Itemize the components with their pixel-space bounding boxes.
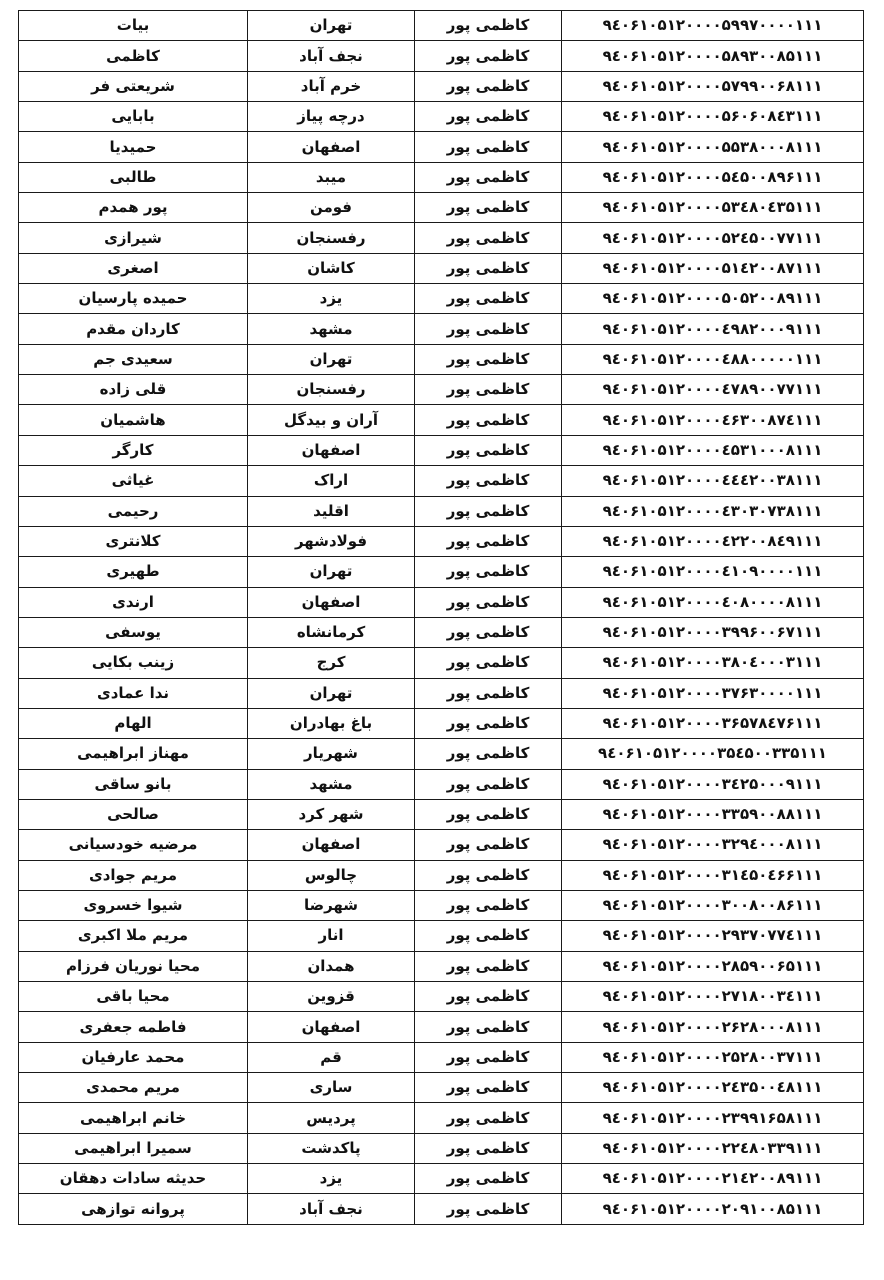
name-cell: حمیده پارسیان: [19, 284, 248, 314]
family-cell: کاظمی پور: [415, 496, 562, 526]
city-cell: شهرضا: [248, 890, 415, 920]
number-cell: ۹٤۰۶۱۰۵۱۲۰۰۰۰۳۸۰٤۰۰۰۳۱۱۱: [562, 648, 864, 678]
city-cell: پاکدشت: [248, 1133, 415, 1163]
name-cell: الهام: [19, 708, 248, 738]
city-cell: نجف آباد: [248, 1194, 415, 1224]
table-row: [19, 890, 864, 920]
table-row: [19, 648, 864, 678]
family-cell: کاظمی پور: [415, 739, 562, 769]
table-row: [19, 435, 864, 465]
number-cell: ۹٤۰۶۱۰۵۱۲۰۰۰۰۵۵۳۸۰۰۰۸۱۱۱: [562, 132, 864, 162]
family-cell: کاظمی پور: [415, 71, 562, 101]
number-cell: ۹٤۰۶۱۰۵۱۲۰۰۰۰٤٤٤۲۰۰۳۸۱۱۱: [562, 466, 864, 496]
number-cell: ۹٤۰۶۱۰۵۱۲۰۰۰۰٤۷۸۹۰۰۷۷۱۱۱: [562, 375, 864, 405]
name-cell: سعیدی جم: [19, 344, 248, 374]
number-cell: ۹٤۰۶۱۰۵۱۲۰۰۰۰٤۱۰۹۰۰۰۰۱۱۱: [562, 557, 864, 587]
family-cell: کاظمی پور: [415, 890, 562, 920]
number-cell: ۹٤۰۶۱۰۵۱۲۰۰۰۰۳۲۹٤۰۰۰۸۱۱۱: [562, 830, 864, 860]
roster-sheet: [18, 10, 864, 1225]
family-cell: کاظمی پور: [415, 132, 562, 162]
family-cell: کاظمی پور: [415, 223, 562, 253]
name-cell: طالبی: [19, 162, 248, 192]
name-cell: خانم ابراهیمی: [19, 1103, 248, 1133]
roster-table: [18, 10, 864, 1225]
number-cell: ۹٤۰۶۱۰۵۱۲۰۰۰۰۵۹۹۷۰۰۰۰۱۱۱: [562, 11, 864, 41]
city-cell: قزوین: [248, 982, 415, 1012]
number-cell: ۹٤۰۶۱۰۵۱۲۰۰۰۰۳۵٤۵۰۰۳۳۵۱۱۱: [562, 739, 864, 769]
family-cell: کاظمی پور: [415, 1194, 562, 1224]
city-cell: کرمانشاه: [248, 617, 415, 647]
number-cell: ۹٤۰۶۱۰۵۱۲۰۰۰۰۵۳٤۸۰٤۳۵۱۱۱: [562, 193, 864, 223]
name-cell: قلی زاده: [19, 375, 248, 405]
name-cell: کاظمی: [19, 41, 248, 71]
city-cell: اصفهان: [248, 830, 415, 860]
name-cell: زینب بکایی: [19, 648, 248, 678]
name-cell: پور همدم: [19, 193, 248, 223]
family-cell: کاظمی پور: [415, 314, 562, 344]
number-cell: ۹٤۰۶۱۰۵۱۲۰۰۰۰۲۲٤۸۰۳۳۹۱۱۱: [562, 1133, 864, 1163]
city-cell: اصفهان: [248, 435, 415, 465]
family-cell: کاظمی پور: [415, 769, 562, 799]
family-cell: کاظمی پور: [415, 405, 562, 435]
family-cell: کاظمی پور: [415, 557, 562, 587]
number-cell: ۹٤۰۶۱۰۵۱۲۰۰۰۰۵۱٤۲۰۰۸۷۱۱۱: [562, 253, 864, 283]
table-row: [19, 344, 864, 374]
table-row: [19, 41, 864, 71]
name-cell: مرضیه خودسیانی: [19, 830, 248, 860]
number-cell: ۹٤۰۶۱۰۵۱۲۰۰۰۰۲۹۳۷۰۷۷٤۱۱۱: [562, 921, 864, 951]
city-cell: قم: [248, 1042, 415, 1072]
family-cell: کاظمی پور: [415, 951, 562, 981]
name-cell: اصغری: [19, 253, 248, 283]
family-cell: کاظمی پور: [415, 41, 562, 71]
family-cell: کاظمی پور: [415, 11, 562, 41]
name-cell: رحیمی: [19, 496, 248, 526]
number-cell: ۹٤۰۶۱۰۵۱۲۰۰۰۰۳۹۹۶۰۰۶۷۱۱۱: [562, 617, 864, 647]
table-row: [19, 375, 864, 405]
family-cell: کاظمی پور: [415, 435, 562, 465]
table-row: [19, 1164, 864, 1194]
table-row: [19, 526, 864, 556]
table-row: [19, 860, 864, 890]
table-row: [19, 830, 864, 860]
city-cell: فولادشهر: [248, 526, 415, 556]
family-cell: کاظمی پور: [415, 344, 562, 374]
name-cell: طهیری: [19, 557, 248, 587]
city-cell: مشهد: [248, 314, 415, 344]
number-cell: ۹٤۰۶۱۰۵۱۲۰۰۰۰۵٤۵۰۰۸۹۶۱۱۱: [562, 162, 864, 192]
table-row: [19, 769, 864, 799]
name-cell: مریم جوادی: [19, 860, 248, 890]
city-cell: یزد: [248, 284, 415, 314]
family-cell: کاظمی پور: [415, 921, 562, 951]
family-cell: کاظمی پور: [415, 284, 562, 314]
number-cell: ۹٤۰۶۱۰۵۱۲۰۰۰۰٤۰۸۰۰۰۰۸۱۱۱: [562, 587, 864, 617]
number-cell: ۹٤۰۶۱۰۵۱۲۰۰۰۰۳۰۰۸۰۰۸۶۱۱۱: [562, 890, 864, 920]
family-cell: کاظمی پور: [415, 102, 562, 132]
name-cell: هاشمیان: [19, 405, 248, 435]
city-cell: درچه پیاز: [248, 102, 415, 132]
family-cell: کاظمی پور: [415, 799, 562, 829]
city-cell: رفسنجان: [248, 223, 415, 253]
city-cell: ساری: [248, 1073, 415, 1103]
city-cell: یزد: [248, 1164, 415, 1194]
roster-body: [19, 11, 864, 1225]
number-cell: ۹٤۰۶۱۰۵۱۲۰۰۰۰۳۳۵۹۰۰۸۸۱۱۱: [562, 799, 864, 829]
table-row: [19, 1042, 864, 1072]
city-cell: پردیس: [248, 1103, 415, 1133]
number-cell: ۹٤۰۶۱۰۵۱۲۰۰۰۰٤۶۳۰۰۸۷٤۱۱۱: [562, 405, 864, 435]
family-cell: کاظمی پور: [415, 1073, 562, 1103]
name-cell: یوسفی: [19, 617, 248, 647]
number-cell: ۹٤۰۶۱۰۵۱۲۰۰۰۰۵۶۰۶۰۸٤۳۱۱۱: [562, 102, 864, 132]
name-cell: پروانه توازهی: [19, 1194, 248, 1224]
table-row: [19, 466, 864, 496]
family-cell: کاظمی پور: [415, 193, 562, 223]
family-cell: کاظمی پور: [415, 587, 562, 617]
city-cell: فومن: [248, 193, 415, 223]
family-cell: کاظمی پور: [415, 162, 562, 192]
table-row: [19, 799, 864, 829]
table-row: [19, 1133, 864, 1163]
table-row: [19, 162, 864, 192]
name-cell: مریم ملا اکبری: [19, 921, 248, 951]
number-cell: ۹٤۰۶۱۰۵۱۲۰۰۰۰۲۰۹۱۰۰۸۵۱۱۱: [562, 1194, 864, 1224]
table-row: [19, 11, 864, 41]
name-cell: محیا باقی: [19, 982, 248, 1012]
table-row: [19, 284, 864, 314]
city-cell: اصفهان: [248, 587, 415, 617]
table-row: [19, 405, 864, 435]
table-row: [19, 1194, 864, 1224]
table-row: [19, 708, 864, 738]
table-row: [19, 71, 864, 101]
city-cell: تهران: [248, 678, 415, 708]
name-cell: مهناز ابراهیمی: [19, 739, 248, 769]
number-cell: ۹٤۰۶۱۰۵۱۲۰۰۰۰۳۶۵۷۸٤۷۶۱۱۱: [562, 708, 864, 738]
family-cell: کاظمی پور: [415, 1164, 562, 1194]
family-cell: کاظمی پور: [415, 708, 562, 738]
name-cell: سمیرا ابراهیمی: [19, 1133, 248, 1163]
table-row: [19, 1012, 864, 1042]
table-row: [19, 314, 864, 344]
name-cell: شیرازی: [19, 223, 248, 253]
number-cell: ۹٤۰۶۱۰۵۱۲۰۰۰۰۳۱٤۵۰٤۶۶۱۱۱: [562, 860, 864, 890]
number-cell: ۹٤۰۶۱۰۵۱۲۰۰۰۰٤۸۸۰۰۰۰۰۱۱۱: [562, 344, 864, 374]
city-cell: کرج: [248, 648, 415, 678]
name-cell: شیوا خسروی: [19, 890, 248, 920]
name-cell: صالحی: [19, 799, 248, 829]
number-cell: ۹٤۰۶۱۰۵۱۲۰۰۰۰۲۱٤۲۰۰۸۹۱۱۱: [562, 1164, 864, 1194]
city-cell: خرم آباد: [248, 71, 415, 101]
table-row: [19, 193, 864, 223]
table-row: [19, 739, 864, 769]
name-cell: شریعتی فر: [19, 71, 248, 101]
number-cell: ۹٤۰۶۱۰۵۱۲۰۰۰۰۲٤۳۵۰۰٤۸۱۱۱: [562, 1073, 864, 1103]
city-cell: اصفهان: [248, 1012, 415, 1042]
number-cell: ۹٤۰۶۱۰۵۱۲۰۰۰۰۵۸۹۳۰۰۸۵۱۱۱: [562, 41, 864, 71]
name-cell: غیاثی: [19, 466, 248, 496]
table-row: [19, 617, 864, 647]
city-cell: اصفهان: [248, 132, 415, 162]
family-cell: کاظمی پور: [415, 1012, 562, 1042]
family-cell: کاظمی پور: [415, 1103, 562, 1133]
table-row: [19, 223, 864, 253]
table-row: [19, 253, 864, 283]
table-row: [19, 557, 864, 587]
city-cell: باغ بهادران: [248, 708, 415, 738]
name-cell: ندا عمادی: [19, 678, 248, 708]
city-cell: اراک: [248, 466, 415, 496]
family-cell: کاظمی پور: [415, 526, 562, 556]
number-cell: ۹٤۰۶۱۰۵۱۲۰۰۰۰٤۲۲۰۰۸٤۹۱۱۱: [562, 526, 864, 556]
city-cell: آران و بیدگل: [248, 405, 415, 435]
city-cell: تهران: [248, 11, 415, 41]
family-cell: کاظمی پور: [415, 860, 562, 890]
city-cell: میبد: [248, 162, 415, 192]
table-row: [19, 982, 864, 1012]
family-cell: کاظمی پور: [415, 830, 562, 860]
city-cell: مشهد: [248, 769, 415, 799]
name-cell: محیا نوریان فرزام: [19, 951, 248, 981]
city-cell: رفسنجان: [248, 375, 415, 405]
number-cell: ۹٤۰۶۱۰۵۱۲۰۰۰۰۲۵۲۸۰۰۳۷۱۱۱: [562, 1042, 864, 1072]
name-cell: حمیدیا: [19, 132, 248, 162]
family-cell: کاظمی پور: [415, 617, 562, 647]
name-cell: کارگر: [19, 435, 248, 465]
family-cell: کاظمی پور: [415, 982, 562, 1012]
family-cell: کاظمی پور: [415, 1133, 562, 1163]
name-cell: ارندی: [19, 587, 248, 617]
name-cell: حدیثه سادات دهقان: [19, 1164, 248, 1194]
table-row: [19, 587, 864, 617]
number-cell: ۹٤۰۶۱۰۵۱۲۰۰۰۰۲۶۲۸۰۰۰۸۱۱۱: [562, 1012, 864, 1042]
city-cell: همدان: [248, 951, 415, 981]
table-row: [19, 496, 864, 526]
number-cell: ۹٤۰۶۱۰۵۱۲۰۰۰۰۵۰۵۲۰۰۸۹۱۱۱: [562, 284, 864, 314]
city-cell: شهر کرد: [248, 799, 415, 829]
name-cell: بانو ساقی: [19, 769, 248, 799]
number-cell: ۹٤۰۶۱۰۵۱۲۰۰۰۰٤۹۸۲۰۰۰۹۱۱۱: [562, 314, 864, 344]
family-cell: کاظمی پور: [415, 375, 562, 405]
number-cell: ۹٤۰۶۱۰۵۱۲۰۰۰۰٤۵۳۱۰۰۰۸۱۱۱: [562, 435, 864, 465]
name-cell: بابایی: [19, 102, 248, 132]
name-cell: فاطمه جعفری: [19, 1012, 248, 1042]
table-row: [19, 921, 864, 951]
city-cell: شهریار: [248, 739, 415, 769]
name-cell: محمد عارفیان: [19, 1042, 248, 1072]
name-cell: مریم محمدی: [19, 1073, 248, 1103]
name-cell: کاردان مقدم: [19, 314, 248, 344]
table-row: [19, 132, 864, 162]
city-cell: نجف آباد: [248, 41, 415, 71]
family-cell: کاظمی پور: [415, 253, 562, 283]
table-row: [19, 102, 864, 132]
city-cell: اقلید: [248, 496, 415, 526]
city-cell: کاشان: [248, 253, 415, 283]
family-cell: کاظمی پور: [415, 648, 562, 678]
number-cell: ۹٤۰۶۱۰۵۱۲۰۰۰۰۵۲٤۵۰۰۷۷۱۱۱: [562, 223, 864, 253]
number-cell: ۹٤۰۶۱۰۵۱۲۰۰۰۰۳۷۶۳۰۰۰۰۱۱۱: [562, 678, 864, 708]
family-cell: کاظمی پور: [415, 466, 562, 496]
city-cell: تهران: [248, 557, 415, 587]
name-cell: کلانتری: [19, 526, 248, 556]
city-cell: انار: [248, 921, 415, 951]
city-cell: تهران: [248, 344, 415, 374]
number-cell: ۹٤۰۶۱۰۵۱۲۰۰۰۰۳٤۲۵۰۰۰۹۱۱۱: [562, 769, 864, 799]
name-cell: بیات: [19, 11, 248, 41]
family-cell: کاظمی پور: [415, 678, 562, 708]
city-cell: چالوس: [248, 860, 415, 890]
number-cell: ۹٤۰۶۱۰۵۱۲۰۰۰۰۲۸۵۹۰۰۶۵۱۱۱: [562, 951, 864, 981]
table-row: [19, 951, 864, 981]
number-cell: ۹٤۰۶۱۰۵۱۲۰۰۰۰۲۷۱۸۰۰۳٤۱۱۱: [562, 982, 864, 1012]
number-cell: ۹٤۰۶۱۰۵۱۲۰۰۰۰۵۷۹۹۰۰۶۸۱۱۱: [562, 71, 864, 101]
table-row: [19, 1073, 864, 1103]
table-row: [19, 678, 864, 708]
number-cell: ۹٤۰۶۱۰۵۱۲۰۰۰۰۲۳۹۹۱۶۵۸۱۱۱: [562, 1103, 864, 1133]
family-cell: کاظمی پور: [415, 1042, 562, 1072]
number-cell: ۹٤۰۶۱۰۵۱۲۰۰۰۰٤۳۰۳۰۷۳۸۱۱۱: [562, 496, 864, 526]
table-row: [19, 1103, 864, 1133]
